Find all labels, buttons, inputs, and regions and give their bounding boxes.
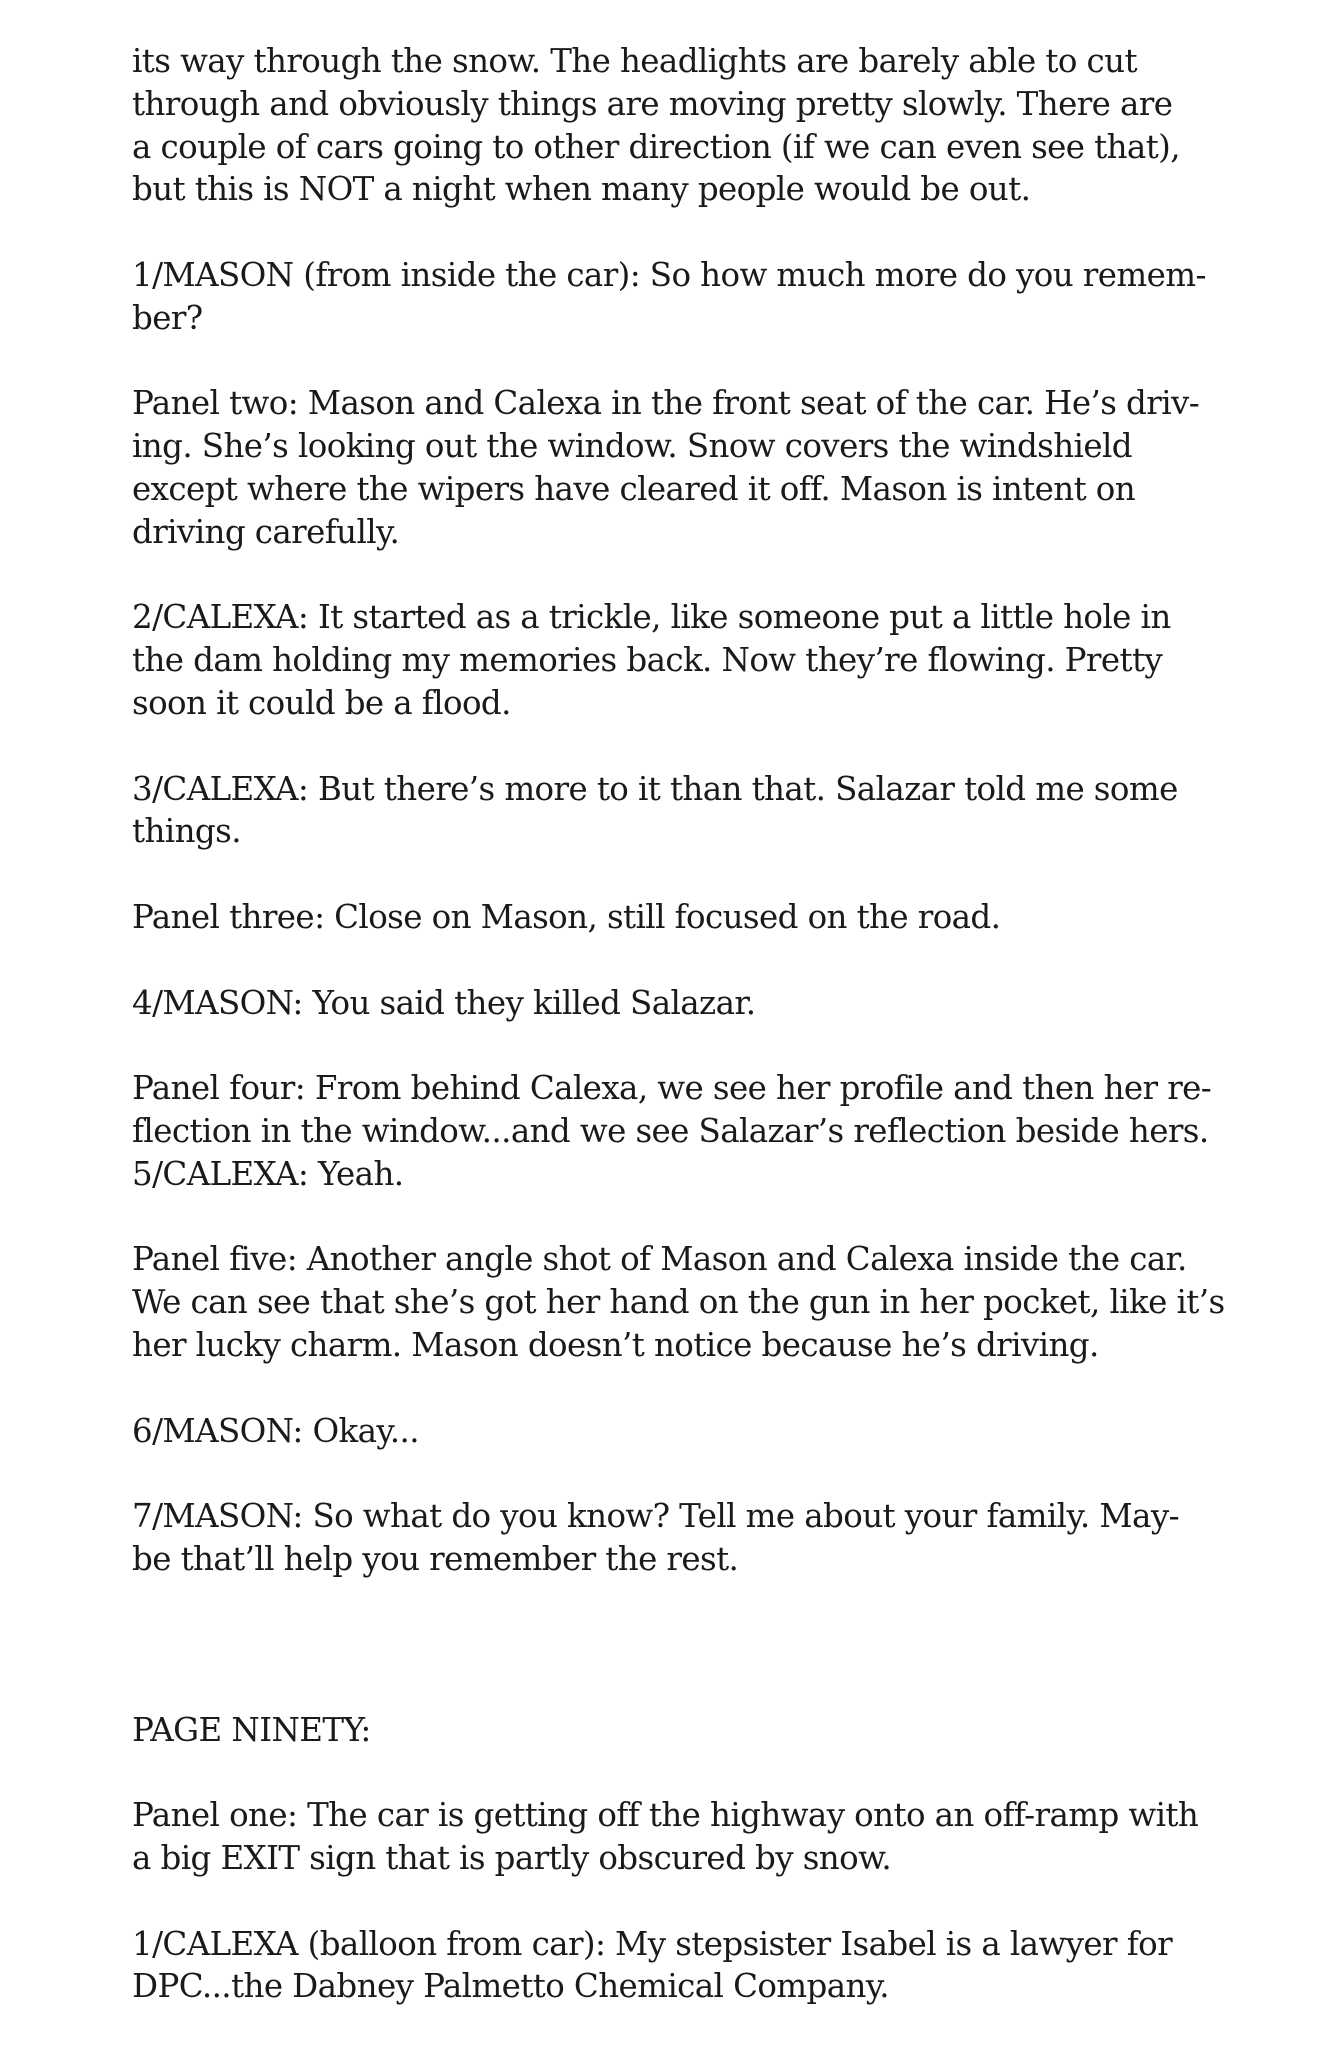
panel-three-description <box>132 896 1282 939</box>
text-line: driving carefully. <box>132 512 400 551</box>
text-line: its way through the snow. The headlights are barely able to cut <box>132 42 1137 80</box>
text-line: 4/MASON: You said they killed Salazar. <box>132 983 756 1022</box>
panel-four-description <box>132 1067 1282 1195</box>
text-line: through and obviously things are moving pretty slowly. There are <box>132 84 1173 123</box>
dialogue-calexa-2 <box>132 596 1282 724</box>
text-line: a big EXIT sign that is partly obscured by snow. <box>132 1839 892 1878</box>
text-line: 2/CALEXA: It started as a trickle, like someone put a little hole in <box>132 598 1171 637</box>
dialogue-mason-6 <box>132 1410 1282 1453</box>
panel-five-description <box>132 1238 1282 1366</box>
text-line: 7/MASON: So what do you know? Tell me about your family. May- <box>132 1497 1179 1536</box>
page-heading <box>132 1709 1282 1752</box>
panel-one-description <box>132 1794 1282 1880</box>
text-line: Panel two: Mason and Calexa in the front seat of the car. He’s driv- <box>132 384 1200 423</box>
text-line: Panel three: Close on Mason, still focused on the road. <box>132 897 1001 936</box>
page-break-spacer <box>132 1581 1282 1709</box>
script-page <box>132 40 1282 2008</box>
text-line: 1/CALEXA (balloon from car): My stepsister Isabel is a lawyer for <box>132 1924 1173 1963</box>
text-line: 1/MASON (from inside the car): So how much more do you remem- <box>132 255 1206 294</box>
dialogue-calexa-3 <box>132 768 1282 854</box>
dialogue-mason-4 <box>132 982 1282 1025</box>
panel-two-description <box>132 382 1282 553</box>
text-line: ing. She’s looking out the window. Snow covers the windshield <box>132 427 1132 466</box>
dialogue-mason-1 <box>132 254 1282 340</box>
text-line: Panel four: From behind Calexa, we see her profile and then her re- <box>132 1069 1212 1108</box>
text-line: the dam holding my memories back. Now they’re flowing. Pretty <box>132 641 1163 680</box>
text-line: Panel one: The car is getting off the highway onto an off-ramp with <box>132 1796 1199 1835</box>
text-line: be that’ll help you remember the rest. <box>132 1539 739 1578</box>
text-line: flection in the window...and we see Salazar’s reflection beside hers. <box>132 1111 1209 1150</box>
text-line: soon it could be a flood. <box>132 683 511 722</box>
text-line: a couple of cars going to other direction (if we can even see that), <box>132 127 1180 166</box>
text-line: PAGE NINETY: <box>132 1710 371 1749</box>
text-line: DPC...the Dabney Palmetto Chemical Company. <box>132 1967 890 2006</box>
dialogue-mason-7 <box>132 1495 1282 1581</box>
text-line: things. <box>132 812 241 851</box>
text-line: We can see that she’s got her hand on the gun in her pocket, like it’s <box>132 1283 1225 1322</box>
text-line: 3/CALEXA: But there’s more to it than that. Salazar told me some <box>132 769 1178 808</box>
dialogue-calexa-1 <box>132 1923 1282 2009</box>
text-line: ber? <box>132 298 203 337</box>
scene-description <box>132 40 1282 211</box>
text-line: 5/CALEXA: Yeah. <box>132 1154 404 1193</box>
text-line: but this is NOT a night when many people would be out. <box>132 170 1031 209</box>
text-line: her lucky charm. Mason doesn’t notice because he’s driving. <box>132 1325 1099 1364</box>
text-line: Panel five: Another angle shot of Mason and Calexa inside the car. <box>132 1240 1187 1279</box>
text-line: 6/MASON: Okay... <box>132 1411 419 1450</box>
text-line: except where the wipers have cleared it off. Mason is intent on <box>132 469 1136 508</box>
